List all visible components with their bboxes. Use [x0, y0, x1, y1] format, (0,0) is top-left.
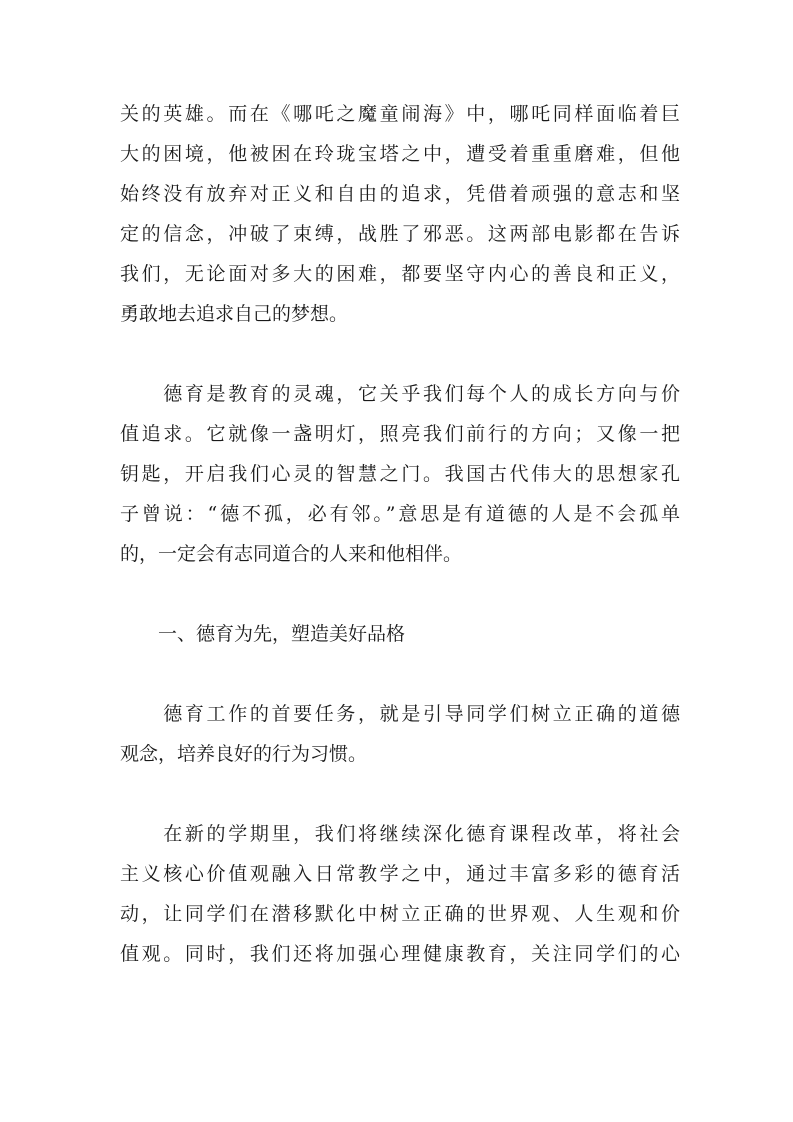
text-line: 钥匙，开启我们心灵的智慧之门。我国古代伟大的思想家孔	[120, 463, 680, 485]
text-line: 主义核心价值观融入日常教学之中，通过丰富多彩的德育活	[120, 863, 680, 885]
paragraph-gap	[120, 574, 680, 614]
heading-line: 一、德育为先，塑造美好品格	[120, 623, 406, 645]
paragraph-primary-task	[120, 694, 680, 774]
text-line: 德育工作的首要任务，就是引导同学们树立正确的道德	[120, 703, 680, 725]
text-line: 关的英雄。而在《哪吒之魔童闹海》中，哪吒同样面临着巨	[120, 103, 680, 125]
paragraph-hero-comparison	[120, 94, 680, 334]
paragraph-new-semester	[120, 814, 680, 974]
text-line: 动，让同学们在潜移默化中树立正确的世界观、人生观和价	[120, 903, 680, 925]
section-heading	[120, 614, 680, 654]
text-line: 子曾说：“德不孤，必有邻。”意思是有道德的人是不会孤单	[120, 503, 680, 525]
paragraph-gap	[120, 774, 680, 814]
text-line: 观念，培养良好的行为习惯。	[120, 743, 368, 765]
paragraph-gap	[120, 334, 680, 374]
text-line: 定的信念，冲破了束缚，战胜了邪恶。这两部电影都在告诉	[120, 223, 680, 245]
text-line: 在新的学期里，我们将继续深化德育课程改革，将社会	[120, 823, 680, 845]
document-body	[120, 94, 680, 974]
text-line: 德育是教育的灵魂，它关乎我们每个人的成长方向与价	[120, 383, 680, 405]
paragraph-gap	[120, 654, 680, 694]
text-line: 大的困境，他被困在玲珑宝塔之中，遭受着重重磨难，但他	[120, 143, 680, 165]
text-line: 我们，无论面对多大的困难，都要坚守内心的善良和正义，	[120, 263, 680, 285]
text-line: 值追求。它就像一盏明灯，照亮我们前行的方向；又像一把	[120, 423, 680, 445]
text-line: 勇敢地去追求自己的梦想。	[120, 303, 349, 325]
text-line: 值观。同时，我们还将加强心理健康教育，关注同学们的心	[120, 943, 680, 965]
text-line: 始终没有放弃对正义和自由的追求，凭借着顽强的意志和坚	[120, 183, 680, 205]
text-line: 的，一定会有志同道合的人来和他相伴。	[120, 543, 463, 565]
paragraph-moral-education	[120, 374, 680, 574]
